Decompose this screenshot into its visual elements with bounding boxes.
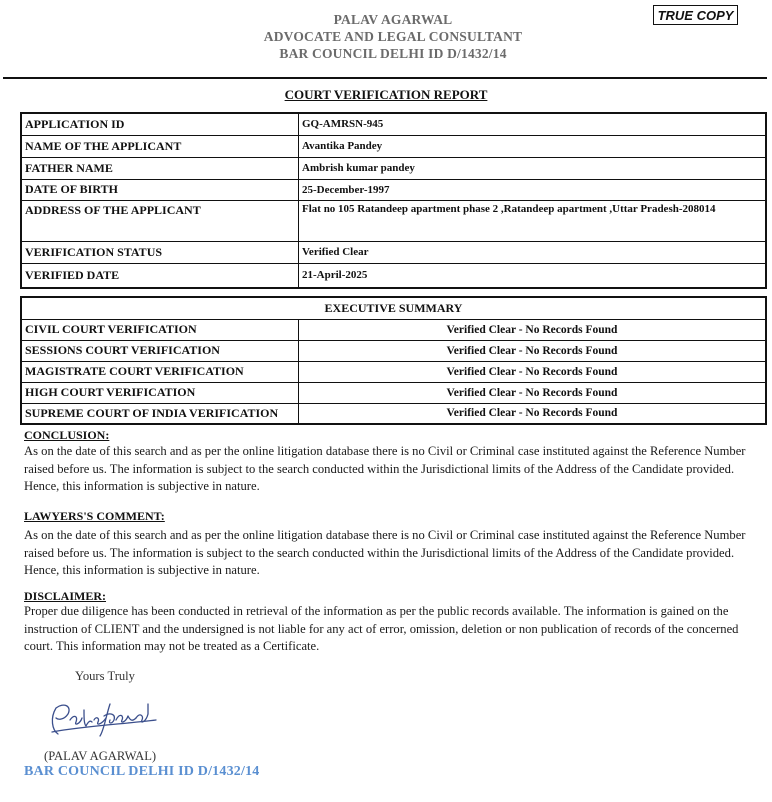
court-result: Verified Clear - No Records Found xyxy=(299,382,767,403)
court-result: Verified Clear - No Records Found xyxy=(299,319,767,340)
field-value: Flat no 105 Ratandeep apartment phase 2 ,Ratandeep apartment ,Uttar Pradesh-208014 xyxy=(299,200,767,241)
table-row xyxy=(21,361,766,382)
footer-bar-council-id: BAR COUNCIL DELHI ID D/1432/14 xyxy=(24,764,260,779)
field-value: Ambrish kumar pandey xyxy=(299,157,767,179)
table-row xyxy=(21,200,766,241)
lawyers-comment-text: As on the date of this search and as per the online litigation database there is no Civil or Criminal case instituted against the Reference Number raised before us. The information is subject to the search conducted within the Jurisdictional limits of the Address of the Candidate provided. Hence, this information is subjective in nature. xyxy=(24,528,746,577)
table-row xyxy=(21,179,766,200)
letterhead-profession: ADVOCATE AND LEGAL CONSULTANT xyxy=(263,29,523,44)
header-divider xyxy=(3,77,767,79)
true-copy-stamp: TRUE COPY xyxy=(653,5,738,25)
field-label: DATE OF BIRTH xyxy=(21,179,299,200)
field-label: NAME OF THE APPLICANT xyxy=(21,135,299,157)
executive-summary-header: EXECUTIVE SUMMARY xyxy=(21,297,766,319)
court-result: Verified Clear - No Records Found xyxy=(299,361,767,382)
applicant-details-table xyxy=(20,112,767,289)
field-label: FATHER NAME xyxy=(21,157,299,179)
court-label: HIGH COURT VERIFICATION xyxy=(21,382,299,403)
letterhead-name: PALAV AGARWAL xyxy=(333,12,453,27)
letterhead-bar-id: BAR COUNCIL DELHI ID D/1432/14 xyxy=(279,46,507,61)
court-result: Verified Clear - No Records Found xyxy=(299,340,767,361)
table-row xyxy=(21,157,766,179)
court-result: Verified Clear - No Records Found xyxy=(299,403,767,424)
field-value: Avantika Pandey xyxy=(299,135,767,157)
signature-image xyxy=(44,690,164,740)
table-row xyxy=(21,241,766,263)
signatory-name: (PALAV AGARWAL) xyxy=(44,749,157,763)
table-row xyxy=(21,319,766,340)
conclusion-heading: CONCLUSION: xyxy=(24,428,110,442)
conclusion-text: As on the date of this search and as per the online litigation database there is no Civil or Criminal case instituted against the Reference Number raised before us. The information is subject to the search conducted within the Jurisdictional limits of the Address of the Candidate provided. Hence, this information is subjective in nature. xyxy=(24,444,746,493)
report-title: COURT VERIFICATION REPORT xyxy=(284,87,488,102)
field-value: Verified Clear xyxy=(299,241,767,263)
lawyers-comment-heading: LAWYERS'S COMMENT: xyxy=(24,509,165,523)
field-label: APPLICATION ID xyxy=(21,113,299,135)
table-row xyxy=(21,135,766,157)
field-value: 21-April-2025 xyxy=(299,263,767,288)
disclaimer-text: Proper due diligence has been conducted in retrieval of the information as per the public records available. The information is gained on the instruction of CLIENT and the undersigned is not liable for any act of error, omission, deletion or non publication of records of the concerned court. This information may not be treated as a Certificate. xyxy=(24,604,739,653)
field-value: GQ-AMRSN-945 xyxy=(299,113,767,135)
closing-salutation: Yours Truly xyxy=(75,669,135,683)
disclaimer-heading: DISCLAIMER: xyxy=(24,589,107,603)
field-label: ADDRESS OF THE APPLICANT xyxy=(21,200,299,241)
field-label: VERIFIED DATE xyxy=(21,263,299,288)
field-value: 25-December-1997 xyxy=(299,179,767,200)
court-label: CIVIL COURT VERIFICATION xyxy=(21,319,299,340)
court-label: SESSIONS COURT VERIFICATION xyxy=(21,340,299,361)
table-row xyxy=(21,263,766,288)
table-row xyxy=(21,382,766,403)
executive-summary-table xyxy=(20,296,767,425)
table-header-row xyxy=(21,297,766,319)
table-row xyxy=(21,113,766,135)
table-row xyxy=(21,403,766,424)
field-label: VERIFICATION STATUS xyxy=(21,241,299,263)
table-row xyxy=(21,340,766,361)
court-label: MAGISTRATE COURT VERIFICATION xyxy=(21,361,299,382)
court-label: SUPREME COURT OF INDIA VERIFICATION xyxy=(21,403,299,424)
